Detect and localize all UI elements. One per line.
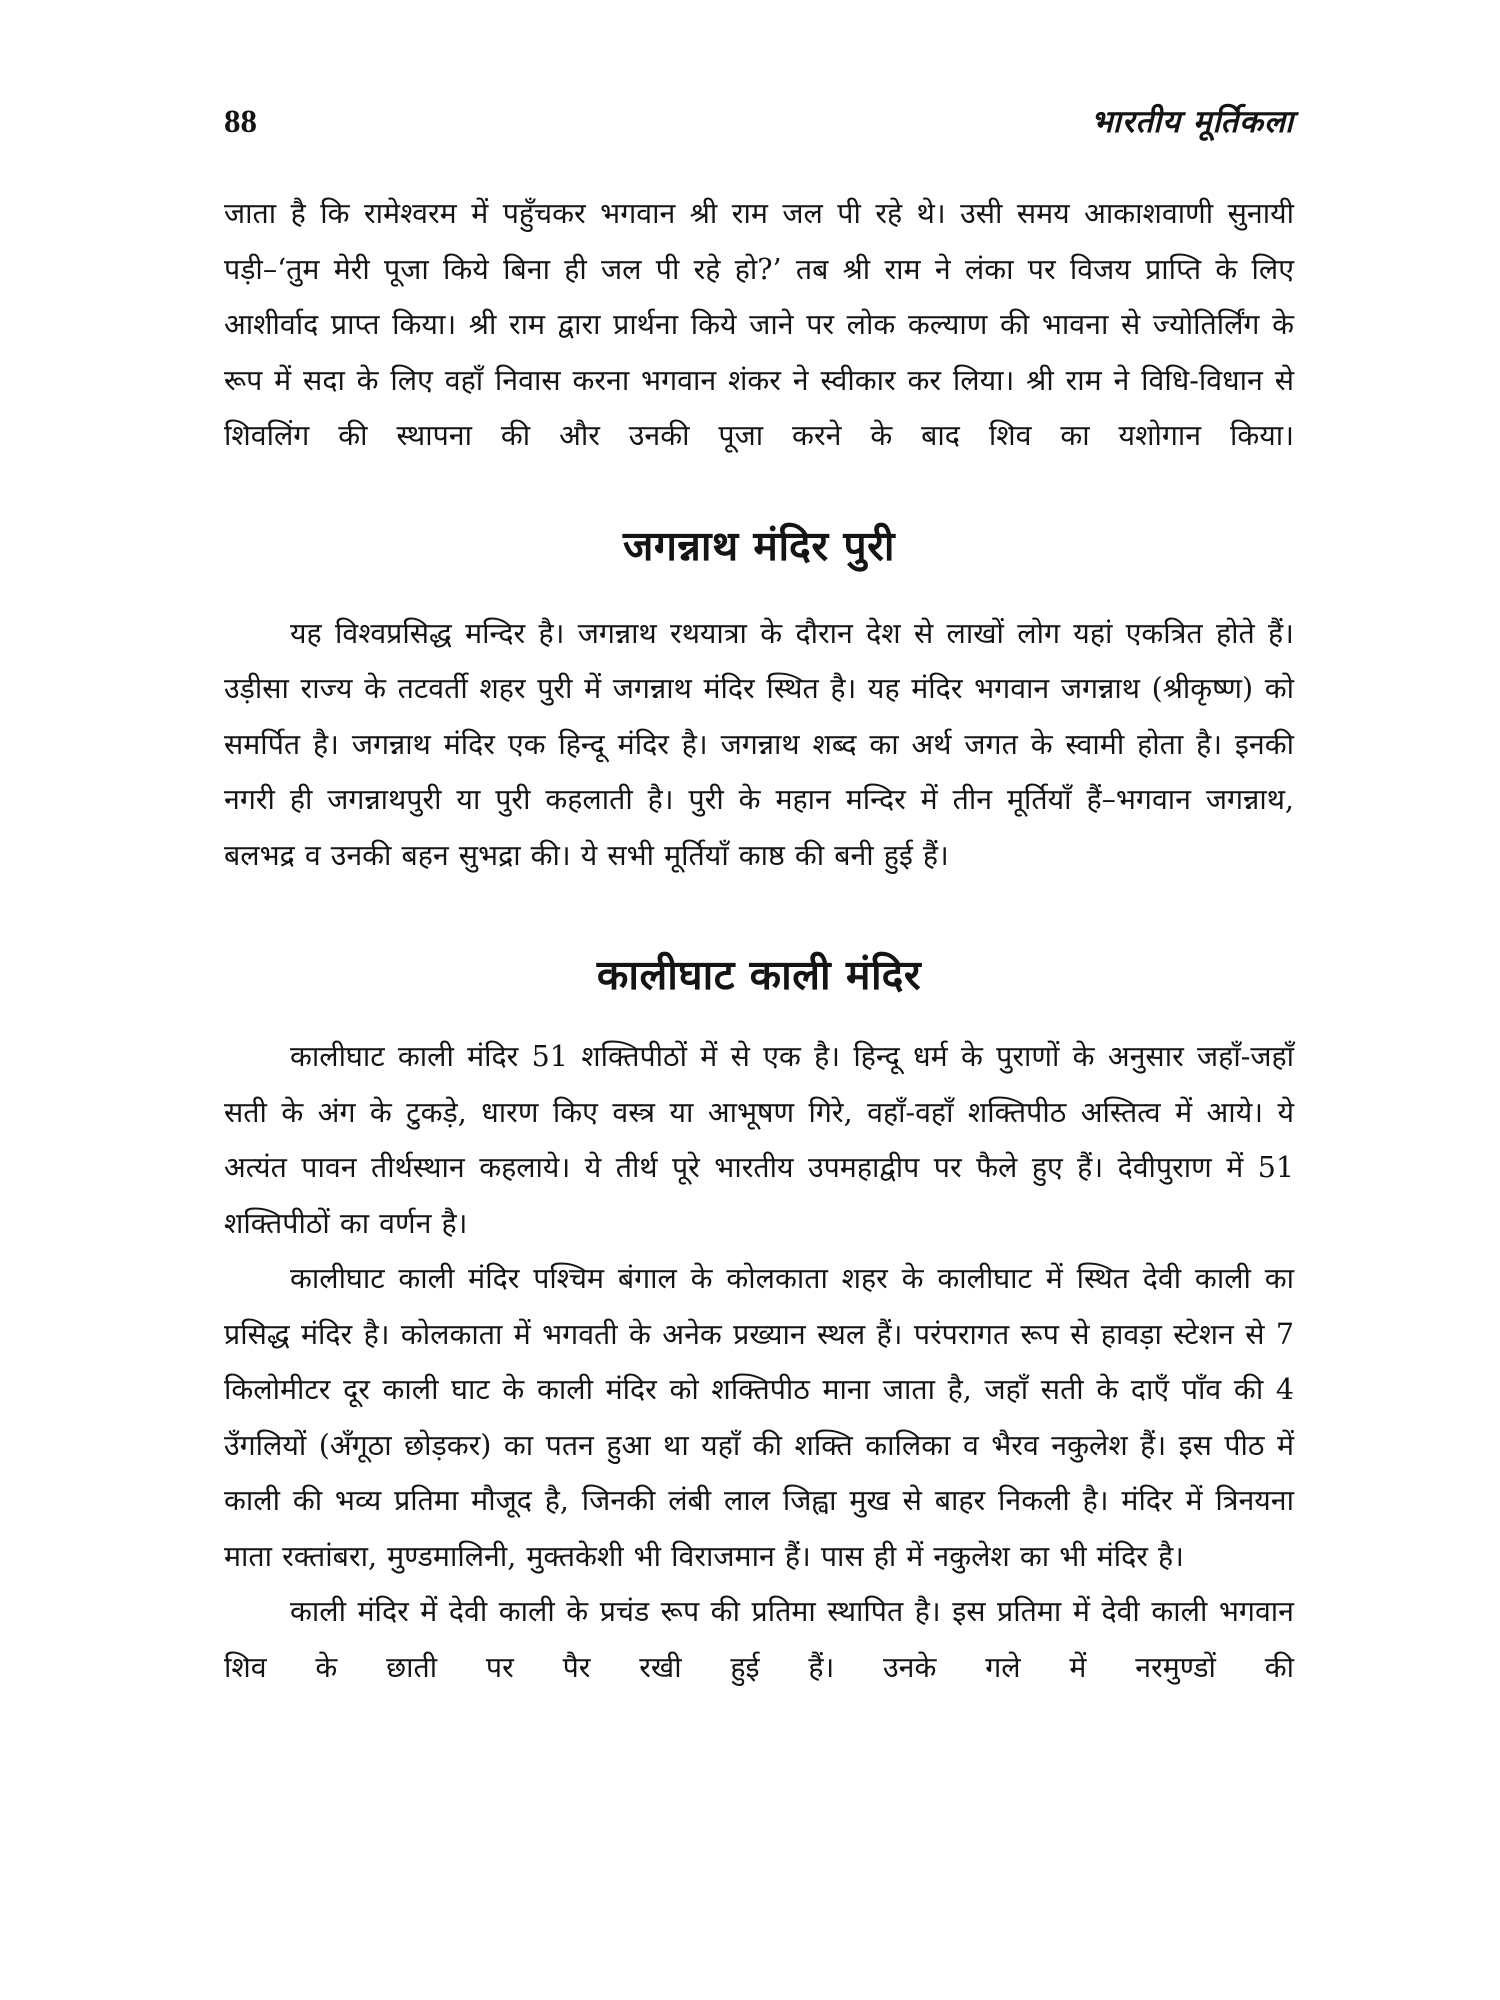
paragraph-jagannath: यह विश्वप्रसिद्ध मन्दिर है। जगन्नाथ रथयात्रा के दौरान देश से लाखों लोग यहां एकत्रित होते हैं। उड़ीसा राज्य के तटवर्ती शहर पुरी में जगन्नाथ मंदिर स्थित है। यह मंदिर भगवान जगन्नाथ (श्रीकृष्ण) को समर्पित है। जगन्नाथ मंदिर एक हिन्दू मंदिर है। जगन्नाथ शब्द का अर्थ जगत के स्वामी होता है। इनकी नगरी ही जगन्नाथपुरी या पुरी कहलाती है। पुरी के महान मन्दिर में तीन मूर्तियाँ हैं–भगवान जगन्नाथ, बलभद्र व उनकी बहन सुभद्रा की। ये सभी मूर्तियाँ काष्ठ की बनी हुई हैं। bbox=[224, 616, 1294, 872]
section-heading-jagannath: जगन्नाथ मंदिर पुरी bbox=[622, 521, 896, 570]
section-heading-kalighat: कालीघाट काली मंदिर bbox=[596, 951, 922, 999]
paragraph-kali-idol: काली मंदिर में देवी काली के प्रचंड रूप की प्रतिमा स्थापित है। इस प्रतिमा में देवी काली भगवान शिव के छाती पर पैर रखी हुई हैं। उनके गले में नरमुण्डों की bbox=[224, 1595, 1294, 1684]
page-number: 88 bbox=[224, 104, 257, 140]
paragraph-kalighat-temple: कालीघाट काली मंदिर पश्चिम बंगाल के कोलकाता शहर के कालीघाट में स्थित देवी काली का प्रसिद्ध मंदिर है। कोलकाता में भगवती के अनेक प्रख्यान स्थल हैं। परंपरागत रूप से हावड़ा स्टेशन से 7 किलोमीटर दूर काली घाट के काली मंदिर को शक्तिपीठ माना जाता है, जहाँ सती के दाएँ पाँव की 4 उँगलियों (अँगूठा छोड़कर) का पतन हुआ था यहाँ की शक्ति कालिका व भैरव नकुलेश हैं। इस पीठ में काली की भव्य प्रतिमा मौजूद है, जिनकी लंबी लाल जिह्वा मुख से बाहर निकली है। मंदिर में त्रिनयना माता रक्तांबरा, मुण्डमालिनी, मुक्तकेशी भी विराजमान हैं। पास ही में नकुलेश का भी मंदिर है। bbox=[224, 1262, 1294, 1573]
running-title: भारतीय मूर्तिकला bbox=[1090, 104, 1294, 140]
running-header bbox=[224, 100, 1294, 148]
intro-paragraph: जाता है कि रामेश्वरम में पहुँचकर भगवान श्री राम जल पी रहे थे। उसी समय आकाशवाणी सुनायी पड़ी–‘तुम मेरी पूजा किये बिना ही जल पी रहे हो?’ तब श्री राम ने लंका पर विजय प्राप्ति के लिए आशीर्वाद प्राप्त किया। श्री राम द्वारा प्रार्थना किये जाने पर लोक कल्याण की भावना से ज्योतिर्लिंग के रूप में सदा के लिए वहाँ निवास करना भगवान शंकर ने स्वीकार कर लिया। श्री राम ने विधि-विधान से शिवलिंग की स्थापना की और उनकी पूजा करने के बाद शिव का यशोगान किया। bbox=[224, 197, 1294, 452]
paragraph-kalighat-shaktipeeth: कालीघाट काली मंदिर 51 शक्तिपीठों में से एक है। हिन्दू धर्म के पुराणों के अनुसार जहाँ-जहाँ सती के अंग के टुकड़े, धारण किए वस्त्र या आभूषण गिरे, वहाँ-वहाँ शक्तिपीठ अस्तित्व में आये। ये अत्यंत पावन तीर्थस्थान कहलाये। ये तीर्थ पूरे भारतीय उपमहाद्वीप पर फैले हुए हैं। देवीपुराण में 51 शक्तिपीठों का वर्णन है। bbox=[224, 1040, 1294, 1240]
